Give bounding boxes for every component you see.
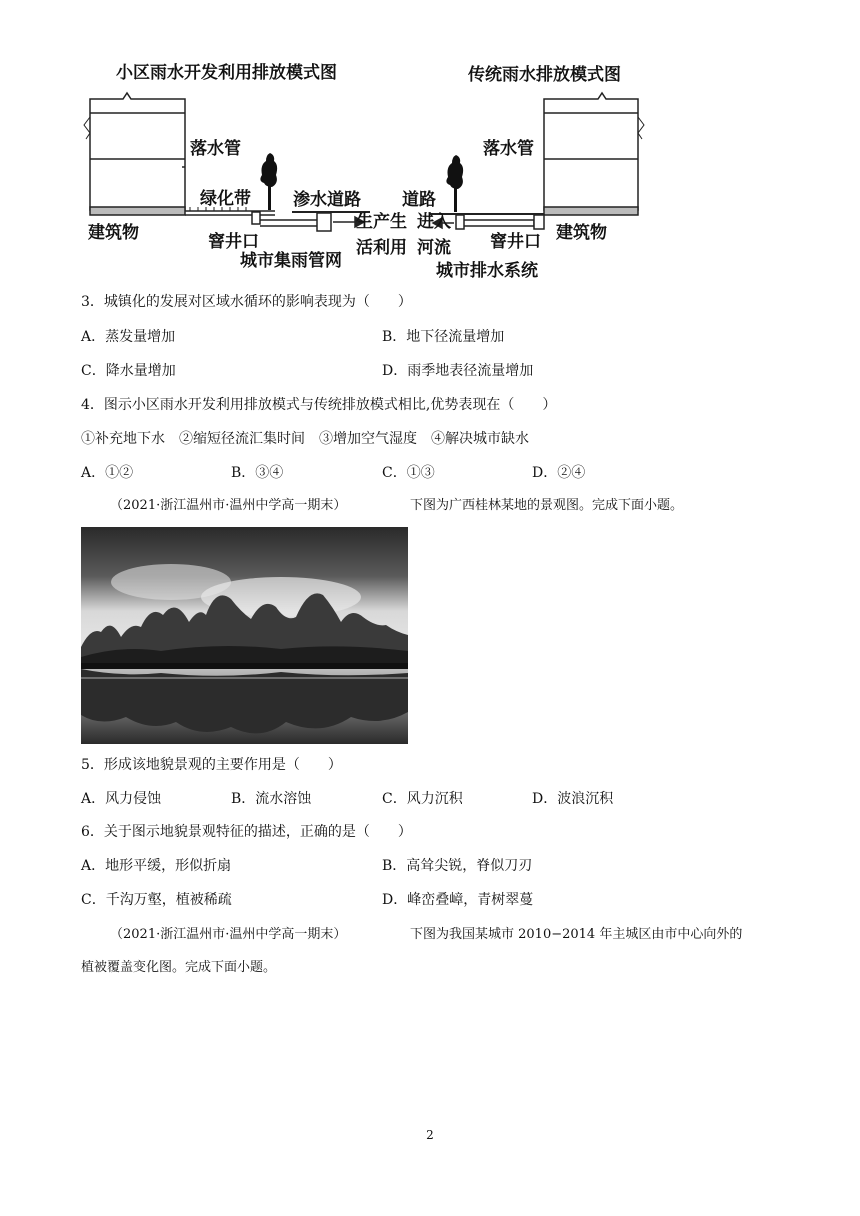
right-building-label: 建筑物 bbox=[556, 223, 607, 243]
permeable-road-label: 渗水道路 bbox=[293, 190, 361, 210]
right-downpipe-label: 落水管 bbox=[483, 139, 534, 159]
q5-option-a: A．风力侵蚀 bbox=[81, 791, 162, 807]
q5-stem: 5．形成该地貌景观的主要作用是（ ） bbox=[81, 757, 342, 773]
q6-option-a: A．地形平缓，形似折扇 bbox=[81, 858, 232, 874]
q6-option-c: C．千沟万壑，植被稀疏 bbox=[81, 892, 232, 908]
q5-option-b: B．流水溶蚀 bbox=[231, 791, 312, 807]
q5-option-d: D．波浪沉积 bbox=[532, 791, 614, 807]
q4-option-c: C．①③ bbox=[382, 465, 435, 481]
q4-option-a: A．①② bbox=[81, 465, 134, 481]
right-diagram-title: 传统雨水排放模式图 bbox=[468, 65, 621, 85]
left-manhole-label: 窨井口 bbox=[208, 232, 259, 252]
enter-label: 进入 bbox=[417, 212, 451, 232]
drainage-system-label: 城市排水系统 bbox=[436, 261, 538, 281]
intro1-source: （2021·浙江温州市·温州中学高一期末） bbox=[110, 498, 347, 513]
intro1-text: 下图为广西桂林某地的景观图。完成下面小题。 bbox=[410, 498, 684, 513]
q3-option-a: A．蒸发量增加 bbox=[81, 329, 176, 345]
karst-landscape-image bbox=[81, 527, 408, 744]
q3-stem: 3．城镇化的发展对区域水循环的影响表现为（ ） bbox=[81, 294, 412, 310]
intro2-source: （2021·浙江温州市·温州中学高一期末） bbox=[110, 927, 347, 942]
guilin-landscape-photo bbox=[81, 527, 408, 744]
left-building-label: 建筑物 bbox=[88, 223, 139, 243]
q4-option-b: B．③④ bbox=[231, 465, 284, 481]
river-label: 河流 bbox=[417, 238, 451, 258]
q6-option-b: B．高耸尖锐，脊似刀刃 bbox=[382, 858, 533, 874]
q6-stem: 6．关于图示地貌景观特征的描述，正确的是（ ） bbox=[81, 824, 412, 840]
q4-option-d: D．②④ bbox=[532, 465, 586, 481]
q6-option-d: D．峰峦叠嶂，青树翠蔓 bbox=[382, 892, 534, 908]
right-road-label: 道路 bbox=[402, 190, 436, 210]
q5-option-c: C．风力沉积 bbox=[382, 791, 463, 807]
q3-option-b: B．地下径流量增加 bbox=[382, 329, 505, 345]
green-belt-label: 绿化带 bbox=[200, 189, 251, 209]
rain-network-label: 城市集雨管网 bbox=[240, 251, 342, 271]
intro2-text-line1: 下图为我国某城市 2010−2014 年主城区由市中心向外的 bbox=[410, 927, 743, 942]
left-downpipe-label: 落水管 bbox=[190, 139, 241, 159]
q3-option-d: D．雨季地表径流量增加 bbox=[382, 363, 534, 379]
q4-stem: 4．图示小区雨水开发利用排放模式与传统排放模式相比,优势表现在（ ） bbox=[81, 397, 557, 413]
q3-option-c: C．降水量增加 bbox=[81, 363, 176, 379]
q4-items: ①补充地下水 ②缩短径流汇集时间 ③增加空气湿度 ④解决城市缺水 bbox=[81, 431, 529, 447]
right-manhole-label: 窨井口 bbox=[490, 232, 541, 252]
left-diagram-title: 小区雨水开发利用排放模式图 bbox=[116, 63, 337, 83]
rainwater-drainage-diagram bbox=[80, 55, 650, 290]
production-use-label-line2: 活利用 bbox=[356, 238, 407, 258]
production-use-label-line1: 生产生 bbox=[356, 212, 407, 232]
intro2-text-line2: 植被覆盖变化图。完成下面小题。 bbox=[81, 960, 277, 975]
page-number: 2 bbox=[426, 1128, 434, 1142]
